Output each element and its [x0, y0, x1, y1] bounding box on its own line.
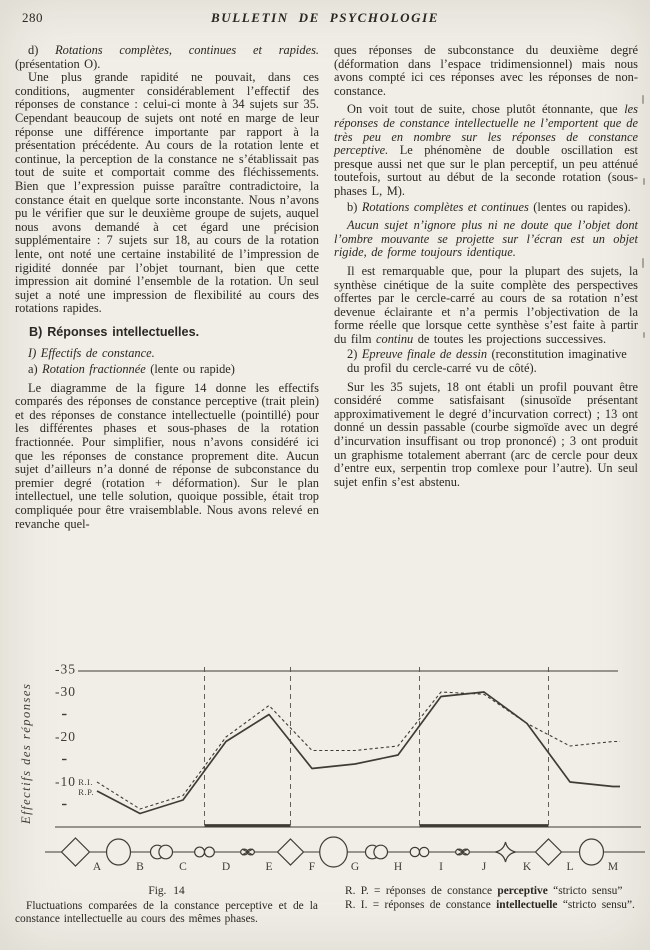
scan-artifact — [642, 258, 644, 268]
text-run: les réponses de constance intellectuelle ne l’emportent que de très peu en nombre sur les réponses de constance perceptive. — [334, 102, 638, 158]
para-on-voit — [334, 103, 638, 198]
text-run: continu — [376, 331, 414, 346]
figure-caption: Fluctuations comparées de la constance perceptive et de la constance intellectuelle au cours des mêmes phases. — [15, 899, 318, 926]
peanut-symbol-part — [374, 845, 388, 859]
y-tick-label: -20 — [55, 729, 76, 744]
text-run: (lente ou rapide) — [145, 362, 235, 377]
text-run: Aucun sujet n’ignore plus ni ne doute que l’objet dont l’ombre mouvante se projette sur l’écran est un objet rigide, de forme toujours identique. — [334, 218, 638, 260]
para-remarquable — [334, 265, 638, 347]
diamond-symbol-part — [62, 838, 90, 866]
text-run: a) — [28, 362, 43, 377]
circle-symbol — [580, 839, 604, 865]
text-run: I) Effectifs de constance. — [28, 346, 155, 361]
star-symbol-part — [496, 842, 516, 862]
phase-letter-B: B — [136, 861, 144, 873]
text-run: Rotations complètes et continues — [361, 199, 529, 214]
phase-letter-L: L — [566, 861, 574, 873]
text-run: B) Réponses intellectuelles. — [29, 324, 200, 339]
phase-letter-J: J — [481, 861, 487, 873]
label-rp: R.P. — [78, 787, 94, 797]
figure-14 — [0, 658, 650, 882]
text-run: Epreuve finale de dessin — [361, 347, 488, 362]
para-d — [15, 44, 319, 71]
circle-symbol — [320, 837, 348, 867]
two-circles-symbol — [410, 847, 429, 856]
phase-letter-C: C — [179, 861, 187, 873]
text-run: Une plus grande rapidité ne pouvait, dans ces conditions, augmenter considérablement l’effectif des réponses de constance : celui-ci monte à 34 sujets sur 35. Cependant beaucoup de sujets ont noté en marge de leur réponse une différence importante par rapport à la présentation précédente. Au cours de la rotation lente et continue, la perception de la constance ne s’établissait pas tout de suite et comportait comme des fléchissements. Bien que l’expression puisse paraître contradictoire, la constance était en quelque sorte inconstante. Nous n’avons pu le vérifier que sur le deuxième groupe de sujets, auquel nous avons demandé à cet égard une précision supplémentaire : 7 sujets sur 18, au cours de la rotation lente, ont noté une certaine instabilité de l’impression de rigidité donnée par l’objet tournant, bien que cette impression ait dominé l’ensemble de la rotation. Un seul sujet a noté une impression de flexibilité au cours des rotations rapides. — [15, 70, 319, 316]
fluctuations-chart — [0, 658, 650, 882]
bowtie-symbol — [241, 849, 255, 855]
text-run: “stricto sensu”. — [557, 898, 635, 911]
phase-letter-M: M — [607, 861, 619, 873]
text-run: On voit tout de suite, chose plutôt étonnante, que — [347, 102, 625, 117]
legend-rp — [334, 885, 640, 899]
diamond-symbol — [278, 839, 304, 865]
two-circles-symbol — [195, 847, 215, 857]
circle-symbol — [107, 839, 131, 865]
figure-caption-block — [15, 885, 318, 927]
text-run: (présentation O). — [15, 56, 101, 71]
phase-letter-F: F — [308, 861, 316, 873]
scan-artifact — [643, 178, 645, 185]
text-run: 2) — [347, 347, 362, 362]
phase-letter-E: E — [265, 861, 273, 873]
two-circles-symbol-part — [195, 847, 205, 857]
para-continuation — [334, 44, 638, 98]
text-run: Le phénomène de double oscillation est presque aussi net que sur le plan perceptif, un peu atténué toutefois, surtout au début de la seconde rotation (sous-phases L, M). — [334, 143, 638, 198]
subheading-a — [15, 363, 319, 377]
text-run: d) — [28, 43, 56, 57]
text-run: “stricto sensu” — [547, 885, 623, 897]
text-run: Il est remarquable que, pour la plupart des sujets, la synthèse cinétique de la suite complète des perspectives offertes par le cercle-carré au cours de sa rotation n’est devenue éclairante et n’a permis l’objectivation de la forme réelle que lorsque cette synthèse s’est faite à partir du film — [334, 263, 638, 346]
peanut-symbol-part — [159, 845, 173, 859]
figure-label: Fig. 14 — [148, 885, 185, 897]
phase-letter-G: G — [350, 861, 360, 873]
star-symbol — [496, 842, 516, 862]
text-run: ques réponses de subconstance du deuxième degré (déformation dans l’espace tridimensionnel) mais nous avons compté ici ces réponses avec les réponses de non-constance. — [334, 43, 638, 98]
text-run: b) — [347, 199, 362, 214]
para-diagramme — [15, 382, 319, 532]
text-run: Le diagramme de la figure 14 donne les effectifs comparés des réponses de constance perceptive (trait plein) et des réponses de constance intellectuelle (pointillé) pour les différentes phases et sous-phases de la rotation fractionnée. Pour simplifier, nous n’avons considéré ici que les réponses de constance proprement dite. Aucun sujet d’ailleurs n’a donné de réponse de subconstance du premier degré (rotation + déformation). Sur le plan intellectuel, une telle solution, quoique possible, était trop compliquée pour être vraisemblable. Nous avons relevé en revanche quel- — [15, 380, 319, 531]
journal-title: BULLETIN DE PSYCHOLOGIE — [210, 10, 440, 25]
y-axis-label: Effectifs des réponses — [19, 682, 33, 824]
subheading-b — [334, 201, 638, 215]
phase-letter-H: H — [393, 861, 403, 873]
para-rapidite — [15, 71, 319, 316]
circle-symbol-part — [320, 837, 348, 867]
circle-symbol-part — [107, 839, 131, 865]
peanut-symbol — [366, 845, 388, 859]
y-tick-label: -10 — [55, 774, 76, 789]
text-run: (lentes ou rapides). — [528, 199, 631, 214]
label-ri: R.I. — [78, 777, 93, 787]
right-column — [334, 44, 638, 489]
subheading-I — [15, 347, 319, 361]
diamond-symbol-part — [536, 839, 562, 865]
scan-artifact — [643, 332, 645, 338]
text-run: perceptive — [497, 885, 548, 897]
text-run: R. P. = réponses de constance — [345, 885, 498, 897]
page-number: 280 — [22, 10, 43, 25]
diamond-symbol — [62, 838, 90, 866]
para-35-sujets — [334, 381, 638, 490]
diamond-symbol — [536, 839, 562, 865]
y-tick-label: -35 — [55, 661, 76, 677]
legend-ri — [334, 899, 640, 913]
phase-letter-A: A — [92, 861, 102, 873]
y-tick-label: -30 — [55, 684, 76, 699]
peanut-symbol — [151, 845, 173, 859]
two-circles-symbol-part — [420, 847, 429, 856]
text-run: R. I. = réponses de constance — [345, 898, 497, 911]
figure-legend-block — [334, 885, 640, 912]
left-column — [15, 44, 319, 531]
phase-letter-I: I — [439, 861, 443, 873]
series-rp-line — [97, 692, 620, 814]
text-run: Sur les 35 sujets, 18 ont établi un profil pouvant être considéré comme satisfaisant (sinusoïde présentant approximativement le degré d’incurvation correct) ; 13 ont donné un dessin passable (courbe sigmoïde avec un degré d’incurvation insuffisant ou trop prononcé) ; 3 ont produit un graphisme totalement aberrant (arc de cercle pour deux d’entre eux, serpentin trop comlexe pour l’autre). Un seul sujet enfin s’est abstenu. — [334, 379, 638, 489]
phase-letter-D: D — [221, 861, 231, 873]
phase-letter-K: K — [522, 861, 532, 873]
circle-symbol-part — [580, 839, 604, 865]
text-run: (reconstitution imaginative du profil du cercle-carré vu de côté). — [347, 347, 627, 376]
scan-artifact — [642, 95, 644, 104]
subheading-2 — [334, 348, 638, 375]
text-run: Rotations complètes, continues et rapides. — [55, 43, 319, 57]
diamond-symbol-part — [278, 839, 304, 865]
text-run: de toutes les projections successives. — [413, 331, 607, 346]
bowtie-symbol — [456, 849, 470, 855]
text-run: intellectuelle — [496, 898, 558, 911]
series-ri-line — [97, 692, 620, 809]
text-run: Rotation fractionnée — [42, 362, 146, 377]
page-header — [0, 8, 650, 30]
section-heading-B — [15, 326, 319, 340]
para-aucun-sujet — [334, 219, 638, 260]
two-circles-symbol-part — [205, 847, 215, 857]
two-circles-symbol-part — [410, 847, 419, 856]
